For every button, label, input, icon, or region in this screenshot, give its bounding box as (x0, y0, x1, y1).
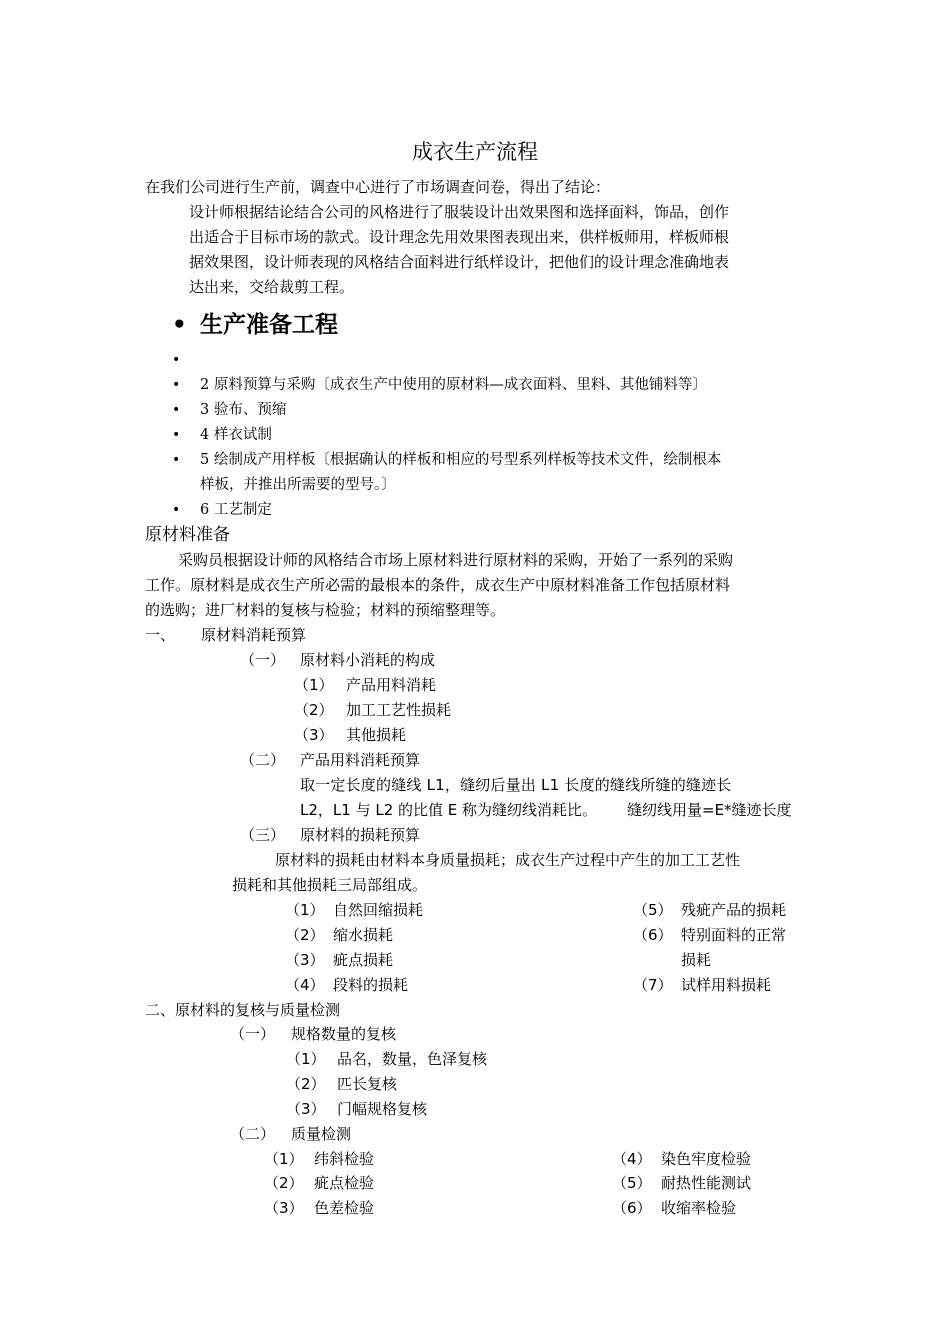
item-number: （5） (612, 1174, 652, 1192)
item-label: 加工工艺性损耗 (346, 701, 452, 719)
item-label: 收缩率检验 (661, 1199, 737, 1217)
page-title: 成衣生产流程 (412, 140, 538, 164)
section-heading: 生产准备工程 (200, 312, 338, 338)
materials-paragraph: 的选购；进厂材料的复核与检验；材料的预缩整理等。 (145, 601, 506, 619)
part-heading: 二、原材料的复核与质量检测 (145, 1001, 341, 1019)
item-label: 纬斜检验 (314, 1150, 375, 1168)
subsection-heading: 规格数量的复核 (291, 1025, 397, 1043)
list-bullet: • (172, 402, 181, 418)
list-bullet: • (172, 352, 181, 368)
item-number: （1） (286, 1050, 326, 1068)
item-number: （7） (633, 976, 673, 994)
materials-paragraph: 采购员根据设计师的风格结合市场上原材料进行原材料的采购，开始了一系列的采购 (178, 551, 734, 569)
item-label: 段料的损耗 (333, 976, 409, 994)
list-item: 4 样衣试制 (200, 427, 272, 443)
item-number: （6） (612, 1199, 652, 1217)
list-bullet: • (172, 502, 181, 518)
list-item: 3 验布、预缩 (200, 402, 287, 418)
item-label: 特别面料的正常 (681, 926, 787, 944)
part-heading: 原材料消耗预算 (201, 626, 307, 644)
item-number: （4） (612, 1150, 652, 1168)
item-number: （3） (294, 726, 334, 744)
item-number: （2） (294, 701, 334, 719)
item-label: 疵点损耗 (333, 951, 394, 969)
subsection-text: 原材料的损耗由材料本身质量损耗；成衣生产过程中产生的加工工艺性 (275, 851, 741, 869)
list-bullet: • (172, 452, 181, 468)
item-number: （1） (264, 1150, 304, 1168)
subsection-heading: 产品用料消耗预算 (300, 751, 421, 769)
subsection-heading: 原材料的损耗预算 (300, 826, 421, 844)
design-line: 出适合于目标市场的款式。设计理念先用效果图表现出来，供样板师用，样板师根 (189, 228, 730, 246)
item-number: （4） (285, 976, 325, 994)
item-number: （2） (285, 926, 325, 944)
item-label: 自然回缩损耗 (333, 901, 424, 919)
item-label: 其他损耗 (346, 726, 407, 744)
subsection-number: （三） (240, 826, 286, 844)
subsection-heading: 质量检测 (291, 1125, 352, 1143)
item-number: （1） (285, 901, 325, 919)
subsection-number: （二） (230, 1125, 276, 1143)
list-item: 2 原料预算与采购〔成衣生产中使用的原材料—成衣面料、里料、其他铺料等〕 (200, 377, 707, 393)
part-number: 一、 (145, 626, 176, 644)
item-label: 耐热性能测试 (661, 1174, 752, 1192)
item-label: 疵点检验 (314, 1174, 375, 1192)
item-label-continued: 损耗 (681, 951, 712, 969)
subsection-heading: 原材料小消耗的构成 (300, 651, 436, 669)
list-bullet: • (172, 427, 181, 443)
subsection-number: （二） (240, 751, 286, 769)
design-line: 据效果图，设计师表现的风格结合面料进行纸样设计，把他们的设计理念准确地表 (189, 253, 730, 271)
intro-text: 在我们公司进行生产前，调查中心进行了市场调查问卷，得出了结论： (145, 178, 611, 196)
formula-text: 缝纫线用量=E*缝迹长度 (627, 801, 792, 819)
item-label: 匹长复核 (337, 1075, 398, 1093)
item-number: （3） (286, 1100, 326, 1118)
subsection-number: （一） (240, 651, 286, 669)
subsection-text: L2，L1 与 L2 的比值 E 称为缝纫线消耗比。 (300, 801, 598, 819)
item-label: 缩水损耗 (333, 926, 394, 944)
list-item: 5 绘制成产用样板〔根据确认的样板和相应的号型系列样板等技术文件，绘制根本 (200, 452, 722, 468)
list-item: 6 工艺制定 (200, 502, 272, 518)
section-bullet: • (172, 312, 187, 338)
list-item-continued: 样板，并推出所需要的型号。〕 (200, 477, 396, 493)
materials-paragraph: 工作。原材料是成衣生产所必需的最根本的条件，成衣生产中原材料准备工作包括原材料 (145, 576, 731, 594)
item-number: （2） (264, 1174, 304, 1192)
item-number: （1） (294, 676, 334, 694)
item-number: （3） (264, 1199, 304, 1217)
item-label: 产品用料消耗 (346, 676, 437, 694)
item-number: （3） (285, 951, 325, 969)
list-bullet: • (172, 377, 181, 393)
item-label: 染色牢度检验 (661, 1150, 752, 1168)
design-line: 达出来，交给裁剪工程。 (189, 278, 355, 296)
subsection-text: 损耗和其他损耗三局部组成。 (232, 876, 428, 894)
item-number: （5） (633, 901, 673, 919)
subsection-text: 取一定长度的缝线 L1，缝纫后量出 L1 长度的缝线所缝的缝迹长 (300, 776, 732, 794)
item-number: （2） (286, 1075, 326, 1093)
item-label: 残疵产品的损耗 (681, 901, 787, 919)
item-number: （6） (633, 926, 673, 944)
item-label: 门幅规格复核 (337, 1100, 428, 1118)
item-label: 色差检验 (314, 1199, 375, 1217)
materials-heading: 原材料准备 (145, 525, 230, 545)
item-label: 品名，数量，色泽复核 (337, 1050, 488, 1068)
item-label: 试样用料损耗 (681, 976, 772, 994)
design-line: 设计师根据结论结合公司的风格进行了服装设计出效果图和选择面料，饰品，创作 (189, 203, 730, 221)
subsection-number: （一） (230, 1025, 276, 1043)
